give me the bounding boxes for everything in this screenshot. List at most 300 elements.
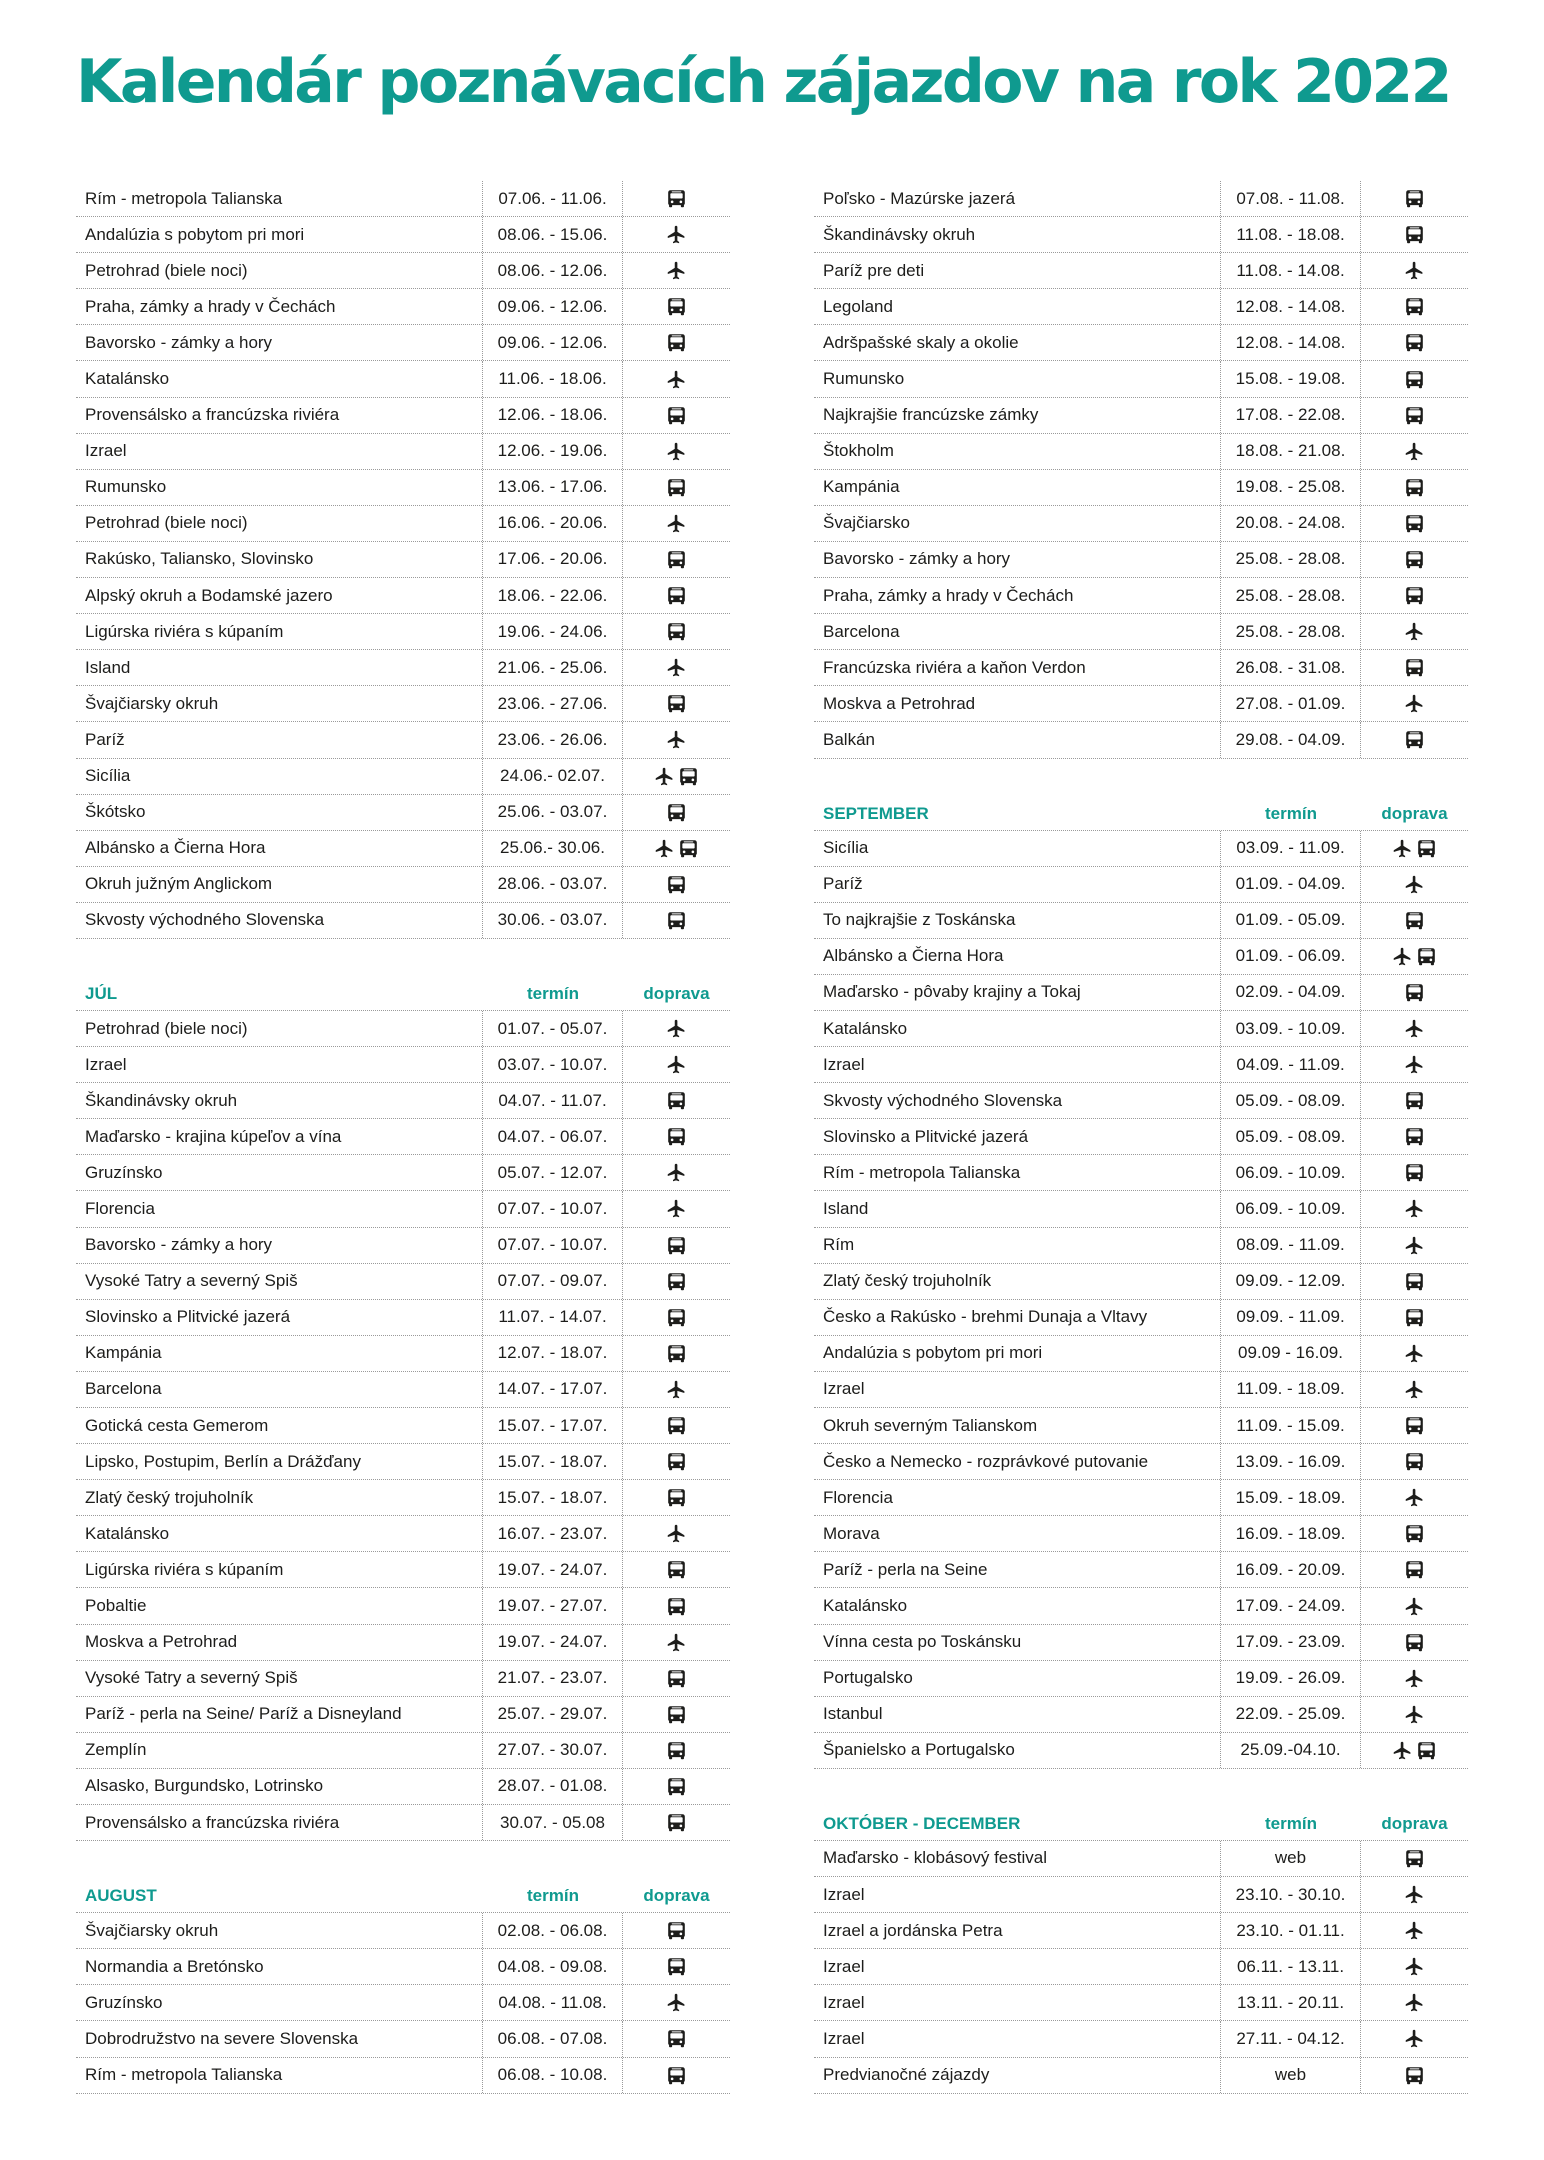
bus-icon [666, 621, 687, 642]
trip-transport [623, 1552, 730, 1587]
trip-name: Bavorsko - zámky a hory [76, 325, 483, 360]
trip-name: Provensálsko a francúzska riviéra [76, 398, 483, 433]
bus-icon [1404, 224, 1425, 245]
trip-row [76, 686, 730, 722]
trip-transport [623, 1119, 730, 1154]
trip-row [76, 2021, 730, 2057]
plane-icon [666, 657, 687, 678]
trip-name: Španielsko a Portugalsko [814, 1733, 1221, 1768]
trip-row [76, 542, 730, 578]
trip-row [76, 325, 730, 361]
trip-transport [623, 1408, 730, 1443]
bus-icon [1404, 332, 1425, 353]
trip-dates: 19.08. - 25.08. [1221, 470, 1361, 505]
trip-transport [1361, 1264, 1468, 1299]
month-section [814, 1807, 1468, 2094]
trip-name: Moskva a Petrohrad [814, 686, 1221, 721]
trip-name: Zlatý český trojuholník [76, 1480, 483, 1515]
trip-dates: 11.09. - 15.09. [1221, 1408, 1361, 1443]
trip-dates: 13.11. - 20.11. [1221, 1985, 1361, 2020]
trip-transport [623, 867, 730, 902]
trip-name: Kampánia [76, 1336, 483, 1371]
month-section [76, 1879, 730, 2093]
bus-icon [1404, 1632, 1425, 1653]
trip-row [76, 470, 730, 506]
trip-transport [623, 903, 730, 938]
trip-dates: 26.08. - 31.08. [1221, 650, 1361, 685]
trip-dates: 08.06. - 15.06. [483, 217, 623, 252]
trip-transport [623, 434, 730, 469]
trip-transport [623, 1480, 730, 1515]
trip-transport [1361, 1372, 1468, 1407]
trip-row [814, 1264, 1468, 1300]
trip-transport [623, 542, 730, 577]
bus-icon [1404, 657, 1425, 678]
bus-icon [666, 1559, 687, 1580]
trip-dates: 02.09. - 04.09. [1221, 975, 1361, 1010]
trip-name: Okruh južným Anglickom [76, 867, 483, 902]
trip-dates: 04.08. - 11.08. [483, 1985, 623, 2020]
plane-icon [1404, 1992, 1425, 2013]
trip-row [814, 253, 1468, 289]
trip-transport [623, 795, 730, 830]
trip-dates: 19.07. - 27.07. [483, 1588, 623, 1623]
trip-name: Švajčiarsko [814, 506, 1221, 541]
bus-icon [1404, 1162, 1425, 1183]
trip-name: Paríž pre deti [814, 253, 1221, 288]
trip-transport [623, 1949, 730, 1984]
trip-row [76, 1336, 730, 1372]
bus-icon [666, 2028, 687, 2049]
trip-dates: 09.09. - 12.09. [1221, 1264, 1361, 1299]
trip-row [814, 1588, 1468, 1624]
trip-dates: 20.08. - 24.08. [1221, 506, 1361, 541]
trip-name: Gotická cesta Gemerom [76, 1408, 483, 1443]
trip-name: Slovinsko a Plitvické jazerá [76, 1300, 483, 1335]
column-heading-transport: doprava [643, 1886, 710, 1906]
trip-transport [623, 181, 730, 216]
trip-transport [1361, 1552, 1468, 1587]
trip-row [814, 686, 1468, 722]
trip-row [814, 1444, 1468, 1480]
trip-row [76, 1985, 730, 2021]
trip-row [814, 1949, 1468, 1985]
bus-icon [666, 1668, 687, 1689]
trip-transport [623, 253, 730, 288]
trip-dates: 04.07. - 06.07. [483, 1119, 623, 1154]
trip-transport [1361, 542, 1468, 577]
trip-transport [1361, 722, 1468, 757]
bus-icon [1404, 729, 1425, 750]
trip-dates: 07.07. - 10.07. [483, 1191, 623, 1226]
trip-transport [1361, 253, 1468, 288]
trip-name: Pobaltie [76, 1588, 483, 1623]
left-column [76, 181, 730, 2132]
bus-icon [1404, 910, 1425, 931]
trip-row [76, 1047, 730, 1083]
trip-transport [623, 831, 730, 866]
plane-icon [666, 1992, 687, 2013]
trip-row [76, 1191, 730, 1227]
bus-icon [666, 1235, 687, 1256]
trip-dates: 28.06. - 03.07. [483, 867, 623, 902]
trip-name: Barcelona [814, 614, 1221, 649]
trip-name: Florencia [814, 1480, 1221, 1515]
trip-transport [623, 1625, 730, 1660]
bus-icon [666, 802, 687, 823]
trip-row [814, 939, 1468, 975]
trip-transport [623, 1011, 730, 1046]
trip-transport [1361, 325, 1468, 360]
trip-dates: 27.07. - 30.07. [483, 1733, 623, 1768]
bus-icon [666, 1704, 687, 1725]
trip-name: Predvianočné zájazdy [814, 2058, 1221, 2093]
bus-icon [1404, 477, 1425, 498]
trip-dates: 08.06. - 12.06. [483, 253, 623, 288]
plane-icon [1404, 1018, 1425, 1039]
trip-dates: 07.07. - 09.07. [483, 1264, 623, 1299]
trip-dates: 19.07. - 24.07. [483, 1625, 623, 1660]
trip-transport [623, 1228, 730, 1263]
trip-name: Praha, zámky a hrady v Čechách [814, 578, 1221, 613]
trip-name: Bavorsko - zámky a hory [76, 1228, 483, 1263]
trip-name: Sicília [814, 831, 1221, 866]
trip-name: Vysoké Tatry a severný Spiš [76, 1661, 483, 1696]
trip-name: Petrohrad (biele noci) [76, 253, 483, 288]
trip-name: Andalúzia s pobytom pri mori [814, 1336, 1221, 1371]
bus-icon [666, 188, 687, 209]
trip-name: Balkán [814, 722, 1221, 757]
trip-name: Izrael [814, 1877, 1221, 1912]
bus-icon [666, 1415, 687, 1436]
trip-dates: 17.09. - 24.09. [1221, 1588, 1361, 1623]
section-header [814, 797, 1468, 831]
plane-icon [1404, 1884, 1425, 1905]
trip-dates: 01.09. - 06.09. [1221, 939, 1361, 974]
trip-dates: 18.08. - 21.08. [1221, 434, 1361, 469]
column-heading-transport: doprava [1381, 1813, 1448, 1833]
trip-name: Katalánsko [814, 1588, 1221, 1623]
bus-icon [666, 1920, 687, 1941]
bus-icon [1404, 1451, 1425, 1472]
trip-transport [1361, 1011, 1468, 1046]
trip-row [814, 975, 1468, 1011]
trip-dates: 23.06. - 26.06. [483, 722, 623, 757]
trip-name: Rumunsko [814, 361, 1221, 396]
trip-dates: 25.06. - 03.07. [483, 795, 623, 830]
trip-row [814, 470, 1468, 506]
trip-name: Katalánsko [76, 361, 483, 396]
bus-icon [666, 2065, 687, 2086]
trip-dates: 30.07. - 05.08 [483, 1805, 623, 1840]
trip-row [76, 759, 730, 795]
plane-icon [1404, 874, 1425, 895]
plane-icon [1404, 621, 1425, 642]
trip-dates: 24.06.- 02.07. [483, 759, 623, 794]
bus-icon [666, 1956, 687, 1977]
column-heading-transport: doprava [1381, 803, 1448, 823]
trip-transport [1361, 1516, 1468, 1551]
trip-row [814, 1228, 1468, 1264]
plane-icon [666, 1523, 687, 1544]
trip-row [814, 434, 1468, 470]
plane-icon [1404, 1198, 1425, 1219]
trip-dates: 02.08. - 06.08. [483, 1913, 623, 1948]
month-heading: OKTÓBER - DECEMBER [823, 1813, 1021, 1833]
trip-row [76, 1697, 730, 1733]
trip-name: Sicília [76, 759, 483, 794]
trip-name: Petrohrad (biele noci) [76, 506, 483, 541]
trip-dates: 27.08. - 01.09. [1221, 686, 1361, 721]
trip-name: Island [814, 1191, 1221, 1226]
trip-row [814, 181, 1468, 217]
trip-transport [1361, 361, 1468, 396]
trip-dates: 11.09. - 18.09. [1221, 1372, 1361, 1407]
trip-dates: 15.08. - 19.08. [1221, 361, 1361, 396]
trip-transport [623, 722, 730, 757]
trip-name: Poľsko - Mazúrske jazerá [814, 181, 1221, 216]
trip-transport [1361, 1083, 1468, 1118]
plane-icon [666, 513, 687, 534]
bus-icon [666, 477, 687, 498]
trip-transport [1361, 1155, 1468, 1190]
trip-row [814, 1697, 1468, 1733]
trip-dates: web [1221, 1841, 1361, 1876]
trip-name: Izrael a jordánska Petra [814, 1913, 1221, 1948]
trip-dates: 16.07. - 23.07. [483, 1516, 623, 1551]
column-heading-term: termín [527, 983, 579, 1003]
trip-transport [623, 686, 730, 721]
month-heading: SEPTEMBER [823, 803, 929, 823]
trip-dates: 08.09. - 11.09. [1221, 1228, 1361, 1263]
trip-row [76, 867, 730, 903]
trip-row [76, 1805, 730, 1841]
trip-name: To najkrajšie z Toskánska [814, 903, 1221, 938]
trip-row [814, 1191, 1468, 1227]
trip-transport [623, 1516, 730, 1551]
trip-name: Rím [814, 1228, 1221, 1263]
bus-icon [1404, 982, 1425, 1003]
trip-dates: 11.07. - 14.07. [483, 1300, 623, 1335]
trip-dates: 16.06. - 20.06. [483, 506, 623, 541]
bus-icon [666, 1451, 687, 1472]
plane-icon [1404, 1379, 1425, 1400]
bus-icon [1416, 1740, 1437, 1761]
trip-name: Izrael [814, 1949, 1221, 1984]
trip-name: Izrael [814, 1985, 1221, 2020]
trip-row [76, 1372, 730, 1408]
trip-name: Skvosty východného Slovenska [814, 1083, 1221, 1118]
trip-transport [623, 650, 730, 685]
plane-icon [1404, 1704, 1425, 1725]
trip-name: Rím - metropola Talianska [76, 181, 483, 216]
trip-transport [1361, 1877, 1468, 1912]
trip-dates: 09.06. - 12.06. [483, 325, 623, 360]
trip-row [814, 1661, 1468, 1697]
trip-row [76, 181, 730, 217]
bus-icon [1404, 1523, 1425, 1544]
plane-icon [1404, 441, 1425, 462]
plane-icon [666, 441, 687, 462]
trip-transport [1361, 1841, 1468, 1876]
trip-transport [1361, 578, 1468, 613]
trip-row [814, 2021, 1468, 2057]
trip-dates: 25.06.- 30.06. [483, 831, 623, 866]
trip-row [76, 506, 730, 542]
trip-transport [1361, 1949, 1468, 1984]
bus-icon [1404, 1415, 1425, 1436]
trip-row [814, 578, 1468, 614]
bus-icon [666, 1126, 687, 1147]
trip-transport [623, 1047, 730, 1082]
trip-row [76, 1949, 730, 1985]
trip-dates: web [1221, 2058, 1361, 2093]
trip-dates: 04.07. - 11.07. [483, 1083, 623, 1118]
trip-dates: 13.09. - 16.09. [1221, 1444, 1361, 1479]
trip-row [814, 1841, 1468, 1877]
month-section [76, 977, 730, 1841]
bus-icon [1404, 1090, 1425, 1111]
trip-dates: 05.07. - 12.07. [483, 1155, 623, 1190]
bus-icon [666, 693, 687, 714]
trip-row [76, 1119, 730, 1155]
trip-name: Paríž [814, 867, 1221, 902]
trip-transport [623, 361, 730, 396]
trip-transport [623, 1083, 730, 1118]
trip-dates: 19.09. - 26.09. [1221, 1661, 1361, 1696]
trip-row [814, 361, 1468, 397]
trip-transport [1361, 1985, 1468, 2020]
trip-row [76, 1769, 730, 1805]
page-title: Kalendár poznávacích zájazdov na rok 2022 [76, 47, 1450, 117]
month-section [814, 797, 1468, 1769]
bus-icon [666, 1307, 687, 1328]
trip-transport [1361, 470, 1468, 505]
month-heading: AUGUST [85, 1886, 157, 1906]
trip-dates: 09.06. - 12.06. [483, 289, 623, 324]
bus-icon [666, 1343, 687, 1364]
trip-name: Rím - metropola Talianska [76, 2058, 483, 2093]
trip-transport [1361, 289, 1468, 324]
trip-row [76, 1661, 730, 1697]
trip-row [814, 289, 1468, 325]
section-header [76, 1879, 730, 1913]
trip-name: Skvosty východného Slovenska [76, 903, 483, 938]
trip-name: Vínna cesta po Toskánsku [814, 1625, 1221, 1660]
trip-transport [1361, 434, 1468, 469]
trip-dates: 25.08. - 28.08. [1221, 542, 1361, 577]
trip-dates: 12.08. - 14.08. [1221, 289, 1361, 324]
bus-icon [1404, 1271, 1425, 1292]
trip-transport [623, 1444, 730, 1479]
trip-row [76, 1300, 730, 1336]
trip-name: Alpský okruh a Bodamské jazero [76, 578, 483, 613]
trip-transport [623, 578, 730, 613]
trip-transport [623, 1191, 730, 1226]
bus-icon [1404, 2065, 1425, 2086]
trip-dates: 27.11. - 04.12. [1221, 2021, 1361, 2056]
trip-transport [1361, 506, 1468, 541]
trip-name: Legoland [814, 289, 1221, 324]
bus-icon [1404, 513, 1425, 534]
trip-transport [1361, 1733, 1468, 1768]
trip-transport [1361, 1661, 1468, 1696]
trip-dates: 16.09. - 20.09. [1221, 1552, 1361, 1587]
trip-dates: 29.08. - 04.09. [1221, 722, 1361, 757]
trip-dates: 23.10. - 30.10. [1221, 1877, 1361, 1912]
trip-name: Maďarsko - klobásový festival [814, 1841, 1221, 1876]
plane-icon [1404, 693, 1425, 714]
trip-name: Slovinsko a Plitvické jazerá [814, 1119, 1221, 1154]
trip-row [76, 1228, 730, 1264]
trip-transport [623, 506, 730, 541]
bus-icon [1404, 405, 1425, 426]
trip-transport [623, 1336, 730, 1371]
trip-dates: 03.07. - 10.07. [483, 1047, 623, 1082]
trip-transport [1361, 614, 1468, 649]
trip-name: Bavorsko - zámky a hory [814, 542, 1221, 577]
trip-name: Andalúzia s pobytom pri mori [76, 217, 483, 252]
trip-row [814, 1047, 1468, 1083]
bus-icon [1404, 549, 1425, 570]
trip-dates: 21.06. - 25.06. [483, 650, 623, 685]
trip-row [814, 325, 1468, 361]
trip-transport [623, 1769, 730, 1804]
trip-name: Maďarsko - pôvaby krajiny a Tokaj [814, 975, 1221, 1010]
trip-row [814, 1877, 1468, 1913]
trip-transport [1361, 650, 1468, 685]
trip-row [76, 253, 730, 289]
trip-dates: 09.09. - 11.09. [1221, 1300, 1361, 1335]
trip-transport [1361, 1588, 1468, 1623]
trip-name: Ligúrska riviéra s kúpaním [76, 1552, 483, 1587]
bus-icon [1404, 188, 1425, 209]
bus-icon [666, 1487, 687, 1508]
trip-name: Dobrodružstvo na severe Slovenska [76, 2021, 483, 2056]
trip-transport [623, 217, 730, 252]
trip-dates: 01.09. - 05.09. [1221, 903, 1361, 938]
trip-name: Izrael [76, 434, 483, 469]
trip-dates: 25.09.-04.10. [1221, 1733, 1361, 1768]
trip-name: Rakúsko, Taliansko, Slovinsko [76, 542, 483, 577]
trip-row [76, 1480, 730, 1516]
trip-name: Paríž [76, 722, 483, 757]
trip-name: Zlatý český trojuholník [814, 1264, 1221, 1299]
trip-dates: 06.09. - 10.09. [1221, 1191, 1361, 1226]
bus-icon [666, 1271, 687, 1292]
trip-transport [623, 1805, 730, 1840]
plane-icon [1404, 1343, 1425, 1364]
trip-name: Kampánia [814, 470, 1221, 505]
trip-row [814, 1300, 1468, 1336]
trip-name: Barcelona [76, 1372, 483, 1407]
plane-icon [1404, 1487, 1425, 1508]
trip-transport [623, 289, 730, 324]
bus-icon [666, 1596, 687, 1617]
trip-dates: 06.08. - 07.08. [483, 2021, 623, 2056]
trip-row [76, 361, 730, 397]
column-heading-term: termín [1265, 1813, 1317, 1833]
trip-dates: 05.09. - 08.09. [1221, 1083, 1361, 1118]
trip-name: Švajčiarsky okruh [76, 1913, 483, 1948]
trip-name: Gruzínsko [76, 1985, 483, 2020]
trip-row [76, 1913, 730, 1949]
trip-name: Paríž - perla na Seine/ Paríž a Disneyland [76, 1697, 483, 1732]
trip-name: Česko a Nemecko - rozprávkové putovanie [814, 1444, 1221, 1479]
trip-transport [1361, 1336, 1468, 1371]
trip-dates: 17.08. - 22.08. [1221, 398, 1361, 433]
trip-name: Najkrajšie francúzske zámky [814, 398, 1221, 433]
